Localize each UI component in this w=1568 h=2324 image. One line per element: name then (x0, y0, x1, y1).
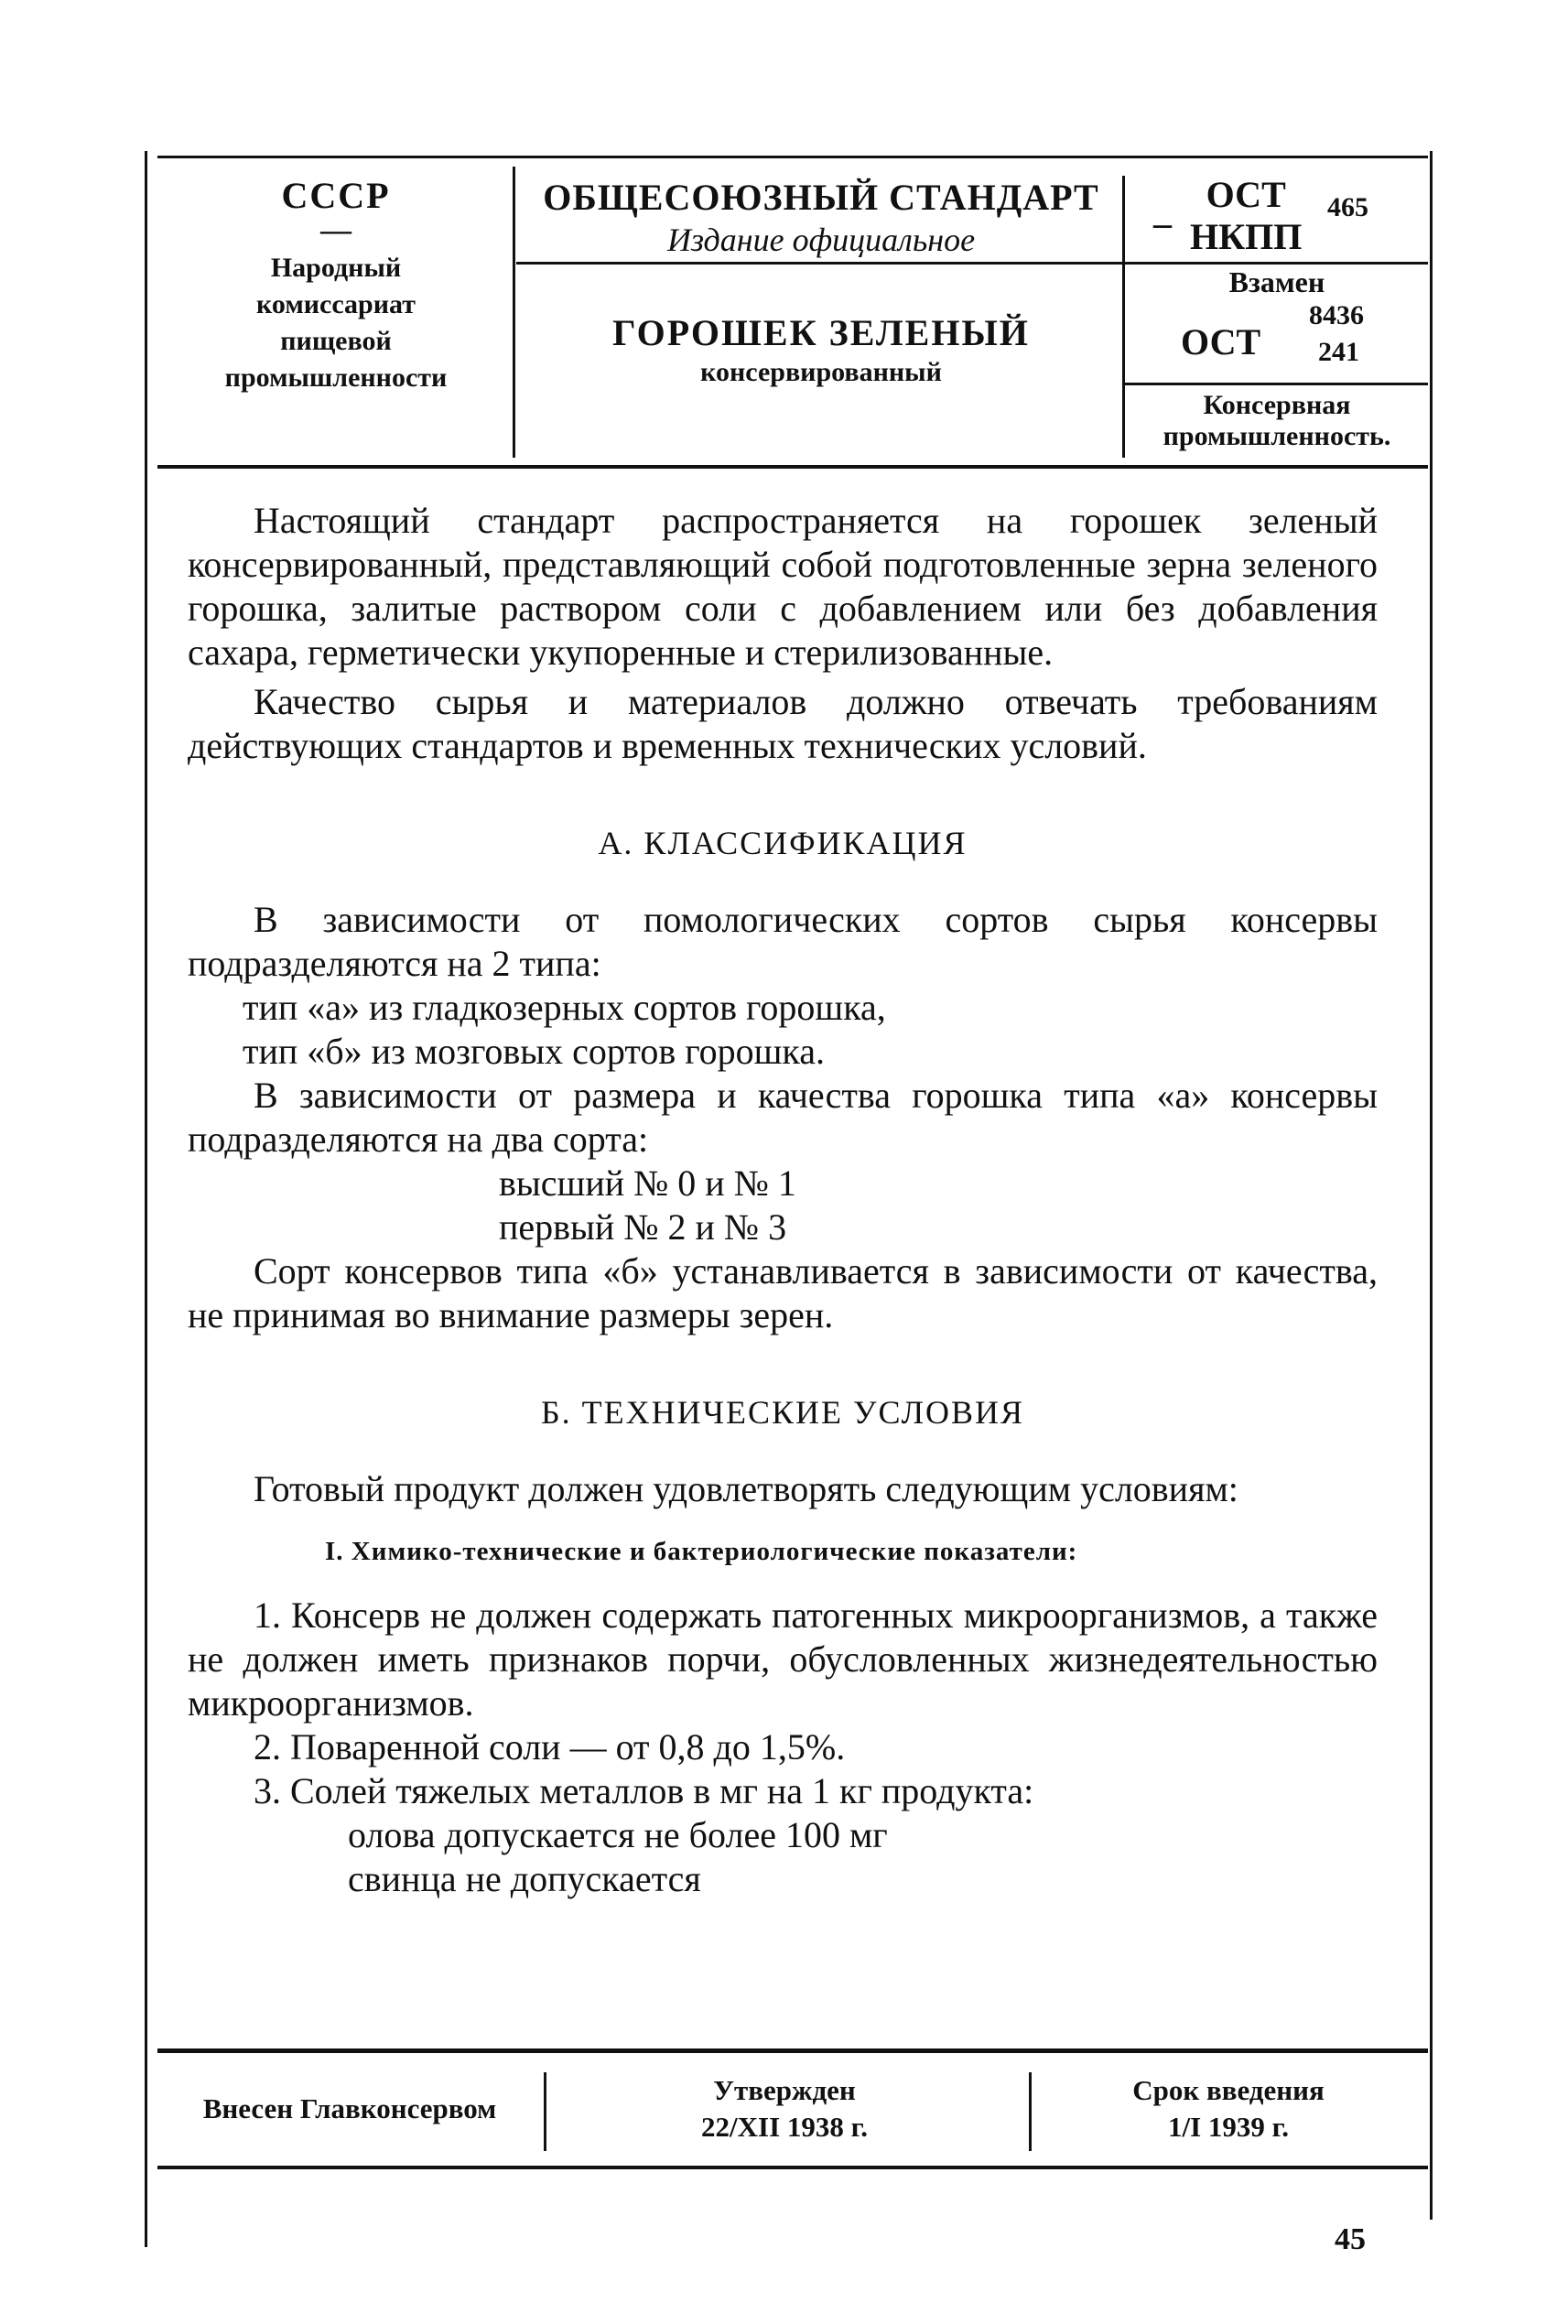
condition-item-2: 2. Поваренной соли — от 0,8 до 1,5%. (254, 1726, 846, 1767)
product-subtitle: консервированный (700, 357, 942, 387)
condition-item-1: 1. Консерв не должен содержать патогенных микроорганизмов, а также не должен иметь признаков порчи, обусловленных жизнедеятельностью микроорганизмов. (188, 1594, 1378, 1724)
commissariat-line: пищевой (280, 326, 392, 356)
ost-designation (1190, 174, 1302, 258)
approved-label: Утвержден (713, 2074, 856, 2106)
effective-label: Срок введения (1132, 2074, 1325, 2106)
issuer-column (157, 174, 514, 396)
section-a-paragraph-3: Сорт консервов типа «б» устанавливается в зависимости от качества, не принимая во внимание размеры зерен. (188, 1250, 1378, 1335)
approval-info (542, 2072, 1027, 2146)
replaces-ost: ОСТ (1181, 321, 1261, 362)
header-right-rule (1125, 383, 1428, 385)
ost-number: 465 (1327, 192, 1368, 222)
standard-subtitle: Издание официальное (666, 222, 976, 258)
intro-paragraph-2: Качество сырья и материалов должно отвечать требованиям действующих стандартов и временных технических условий. (188, 681, 1378, 766)
footer-top-rule (157, 2048, 1428, 2053)
intro-paragraph-1: Настоящий стандарт распространяется на горошек зеленый консервированный, представляющий собой подготовленные зерна зеленого горошка, залитые раствором соли с добавлением или без добавления сахара, герметически укупоренные и стерилизованные. (188, 500, 1378, 673)
grade-top-line: высший № 0 и № 1 (499, 1162, 796, 1204)
product-title: ГОРОШЕК ЗЕЛЕНЫЙ (612, 312, 1030, 353)
approved-date: 22/XII 1938 г. (701, 2111, 868, 2143)
effective-info (1027, 2072, 1430, 2146)
country-dash: — (320, 213, 351, 247)
frame-left-line (145, 151, 147, 2247)
submitted-by: Внесен Главконсервом (202, 2092, 497, 2124)
country-label: СССР (281, 175, 391, 216)
commissariat-line: Народный (270, 253, 402, 283)
tin-limit-line: олова допускается не более 100 мг (348, 1814, 888, 1855)
standard-title: ОБЩЕСОЮЗНЫЙ СТАНДАРТ (543, 177, 1099, 218)
section-b-subheading: I. Химико-технические и бактериологические показатели: (325, 1537, 1078, 1566)
industry-line2: промышленность. (1162, 421, 1391, 451)
commissariat-line: комиссариат (256, 289, 416, 319)
section-a-paragraph-1: В зависимости от помологических сортов сырья консервы подразделяются на 2 типа: (188, 899, 1378, 984)
page-number: 45 (1335, 2222, 1366, 2256)
replaces-denominator: 241 (1318, 337, 1359, 367)
lead-limit-line: свинца не допускается (348, 1858, 701, 1899)
section-b-paragraph-1: Готовый продукт должен удовлетворять следующим условиям: (254, 1468, 1238, 1509)
footer-block (157, 2048, 1428, 2167)
condition-item-3: 3. Солей тяжелых металлов в мг на 1 кг продукта: (254, 1770, 1034, 1811)
document-body (188, 499, 1378, 1901)
commissariat-name (157, 250, 514, 396)
type-b-line: тип «б» из мозговых сортов горошка. (243, 1031, 825, 1072)
section-a-title: А. КЛАССИФИКАЦИЯ (598, 825, 968, 861)
section-b-title: Б. ТЕХНИЧЕСКИЕ УСЛОВИЯ (540, 1394, 1025, 1431)
ost-minus-sign: – (1153, 202, 1172, 243)
header-bottom-rule (157, 465, 1428, 469)
header-block (157, 156, 1428, 467)
ost-line2: НКПП (1190, 216, 1303, 257)
grade-first-line: первый № 2 и № 3 (499, 1206, 787, 1248)
section-a-paragraph-2: В зависимости от размера и качества горошка типа «а» консервы подразделяются на два сорта: (188, 1075, 1378, 1160)
frame-right-line (1430, 151, 1433, 2220)
replaces-numerator: 8436 (1309, 300, 1364, 330)
title-column (519, 156, 1123, 387)
type-a-line: тип «а» из гладкозерных сортов горошка, (243, 987, 886, 1028)
commissariat-line: промышленности (224, 362, 448, 393)
industry-label (1126, 390, 1428, 452)
header-mid-rule (516, 262, 1428, 265)
footer-bottom-rule (157, 2166, 1428, 2169)
industry-line1: Консервная (1203, 390, 1351, 420)
ost-line1: ОСТ (1206, 174, 1286, 215)
replaces-label: Взамен (1228, 265, 1325, 298)
effective-date: 1/I 1939 г. (1167, 2111, 1289, 2143)
